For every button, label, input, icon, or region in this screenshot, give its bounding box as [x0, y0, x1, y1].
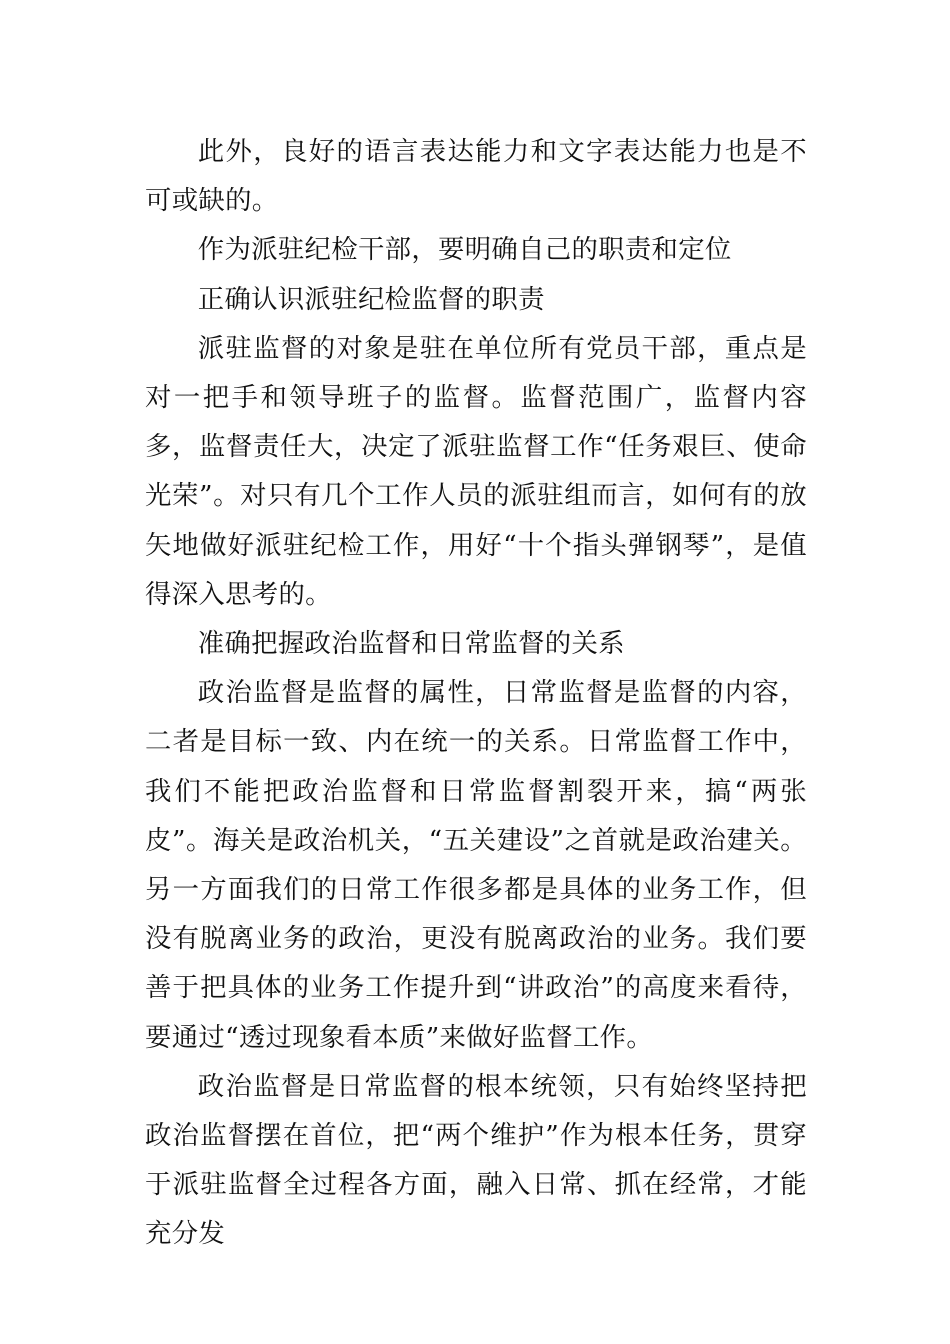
heading-duties-and-positioning: 作为派驻纪检干部，要明确自己的职责和定位	[197, 234, 732, 266]
heading-supervision-duties: 正确认识派驻纪检监督的职责	[197, 283, 545, 315]
paragraph-language-ability: 此外，良好的语言表达能力和文字表达能力也是不可或缺的。	[145, 136, 807, 217]
paragraph-political-supervision-attribute: 政治监督是监督的属性，日常监督是监督的内容，二者是目标一致、内在统一的关系。日常监督工作中，我们不能把政治监督和日常监督割裂开来，搞“两张皮”。海关是政治机关，“五关建设”之首就是政治建关。另一方面我们的日常工作很多都是具体的业务工作，但没有脱离业务的政治，更没有脱离政治的业务。我们要善于把具体的业务工作提升到“讲政治”的高度来看待，要通过“透过现象看本质”来做好监督工作。	[145, 677, 807, 1053]
paragraph-supervision-objects: 派驻监督的对象是驻在单位所有党员干部，重点是对一把手和领导班子的监督。监督范围广，监督内容多，监督责任大，决定了派驻监督工作“任务艰巨、使命光荣”。对只有几个工作人员的派驻组而言，如何有的放矢地做好派驻纪检工作，用好“十个指头弹钢琴”，是值得深入思考的。	[145, 332, 807, 610]
document-body	[145, 127, 807, 1259]
heading-political-daily-supervision: 准确把握政治监督和日常监督的关系	[197, 628, 625, 660]
paragraph-political-supervision-lead: 政治监督是日常监督的根本统领，只有始终坚持把政治监督摆在首位，把“两个维护”作为根本任务，贯穿于派驻监督全过程各方面，融入日常、抓在经常，才能充分发	[145, 1070, 807, 1250]
